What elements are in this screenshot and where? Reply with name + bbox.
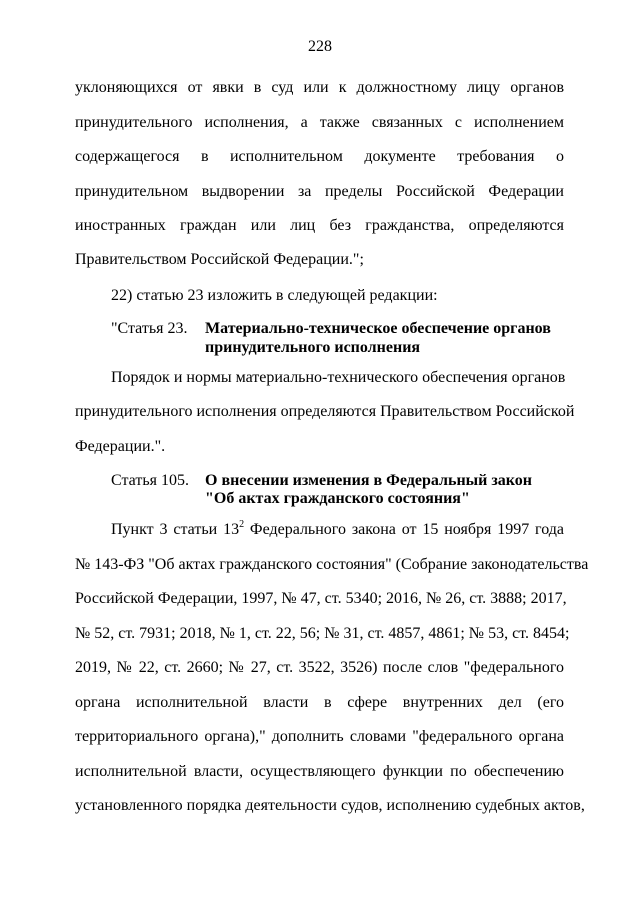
- para3-line: 2019, № 22, ст. 2660; № 27, ст. 3522, 3526) после слов "федерального: [75, 659, 564, 676]
- page-number: 228: [308, 38, 332, 55]
- para3-text: Федерального закона от 15 ноября 1997 года: [244, 521, 564, 538]
- para1-line: Правительством Российской Федерации.";: [75, 251, 364, 268]
- article-105-label: Статья 105.: [111, 472, 189, 489]
- para3-line: № 143-ФЗ "Об актах гражданского состояния" (Собрание законодательства: [75, 556, 589, 573]
- para1-line: содержащегося в исполнительном документе требования о: [75, 148, 564, 165]
- para1-line: принудительном выдворении за пределы Российской Федерации: [75, 183, 564, 200]
- article-105-title-line2: "Об актах гражданского состояния": [205, 490, 470, 507]
- article-23-title-line1: Материально-техническое обеспечение органов: [205, 320, 551, 337]
- superscript: 2: [239, 518, 245, 530]
- article-23-label: "Статья 23.: [111, 320, 188, 337]
- para3-line: установленного порядка деятельности судов, исполнению судебных актов,: [75, 797, 585, 814]
- item-22: 22) статью 23 изложить в следующей редакции:: [111, 287, 438, 304]
- para3-text: Пункт 3 статьи 13: [111, 521, 240, 538]
- article-23-title-line2: принудительного исполнения: [205, 339, 421, 356]
- para2-line: принудительного исполнения определяются Правительством Российской: [75, 403, 575, 420]
- para3-line: [111, 520, 564, 540]
- para1-line: принудительного исполнения, а также связанных с исполнением: [75, 114, 564, 131]
- para3-line: № 52, ст. 7931; 2018, № 1, ст. 22, 56; № 31, ст. 4857, 4861; № 53, ст. 8454;: [75, 625, 570, 642]
- para1-line: иностранных граждан или лиц без гражданства, определяются: [75, 217, 564, 234]
- para3-line: исполнительной власти, осуществляющего функции по обеспечению: [75, 763, 564, 780]
- para3-line: территориального органа)," дополнить словами "федерального органа: [75, 728, 564, 745]
- para3-line: Российской Федерации, 1997, № 47, ст. 5340; 2016, № 26, ст. 3888; 2017,: [75, 590, 567, 607]
- article-105-title-line1: О внесении изменения в Федеральный закон: [205, 472, 533, 489]
- para1-line: уклоняющихся от явки в суд или к должностному лицу органов: [75, 79, 564, 96]
- para2-line: Порядок и нормы материально-технического обеспечения органов: [111, 369, 566, 386]
- para3-line: органа исполнительной власти в сфере внутренних дел (его: [75, 694, 564, 711]
- para2-line: Федерации.".: [75, 438, 166, 455]
